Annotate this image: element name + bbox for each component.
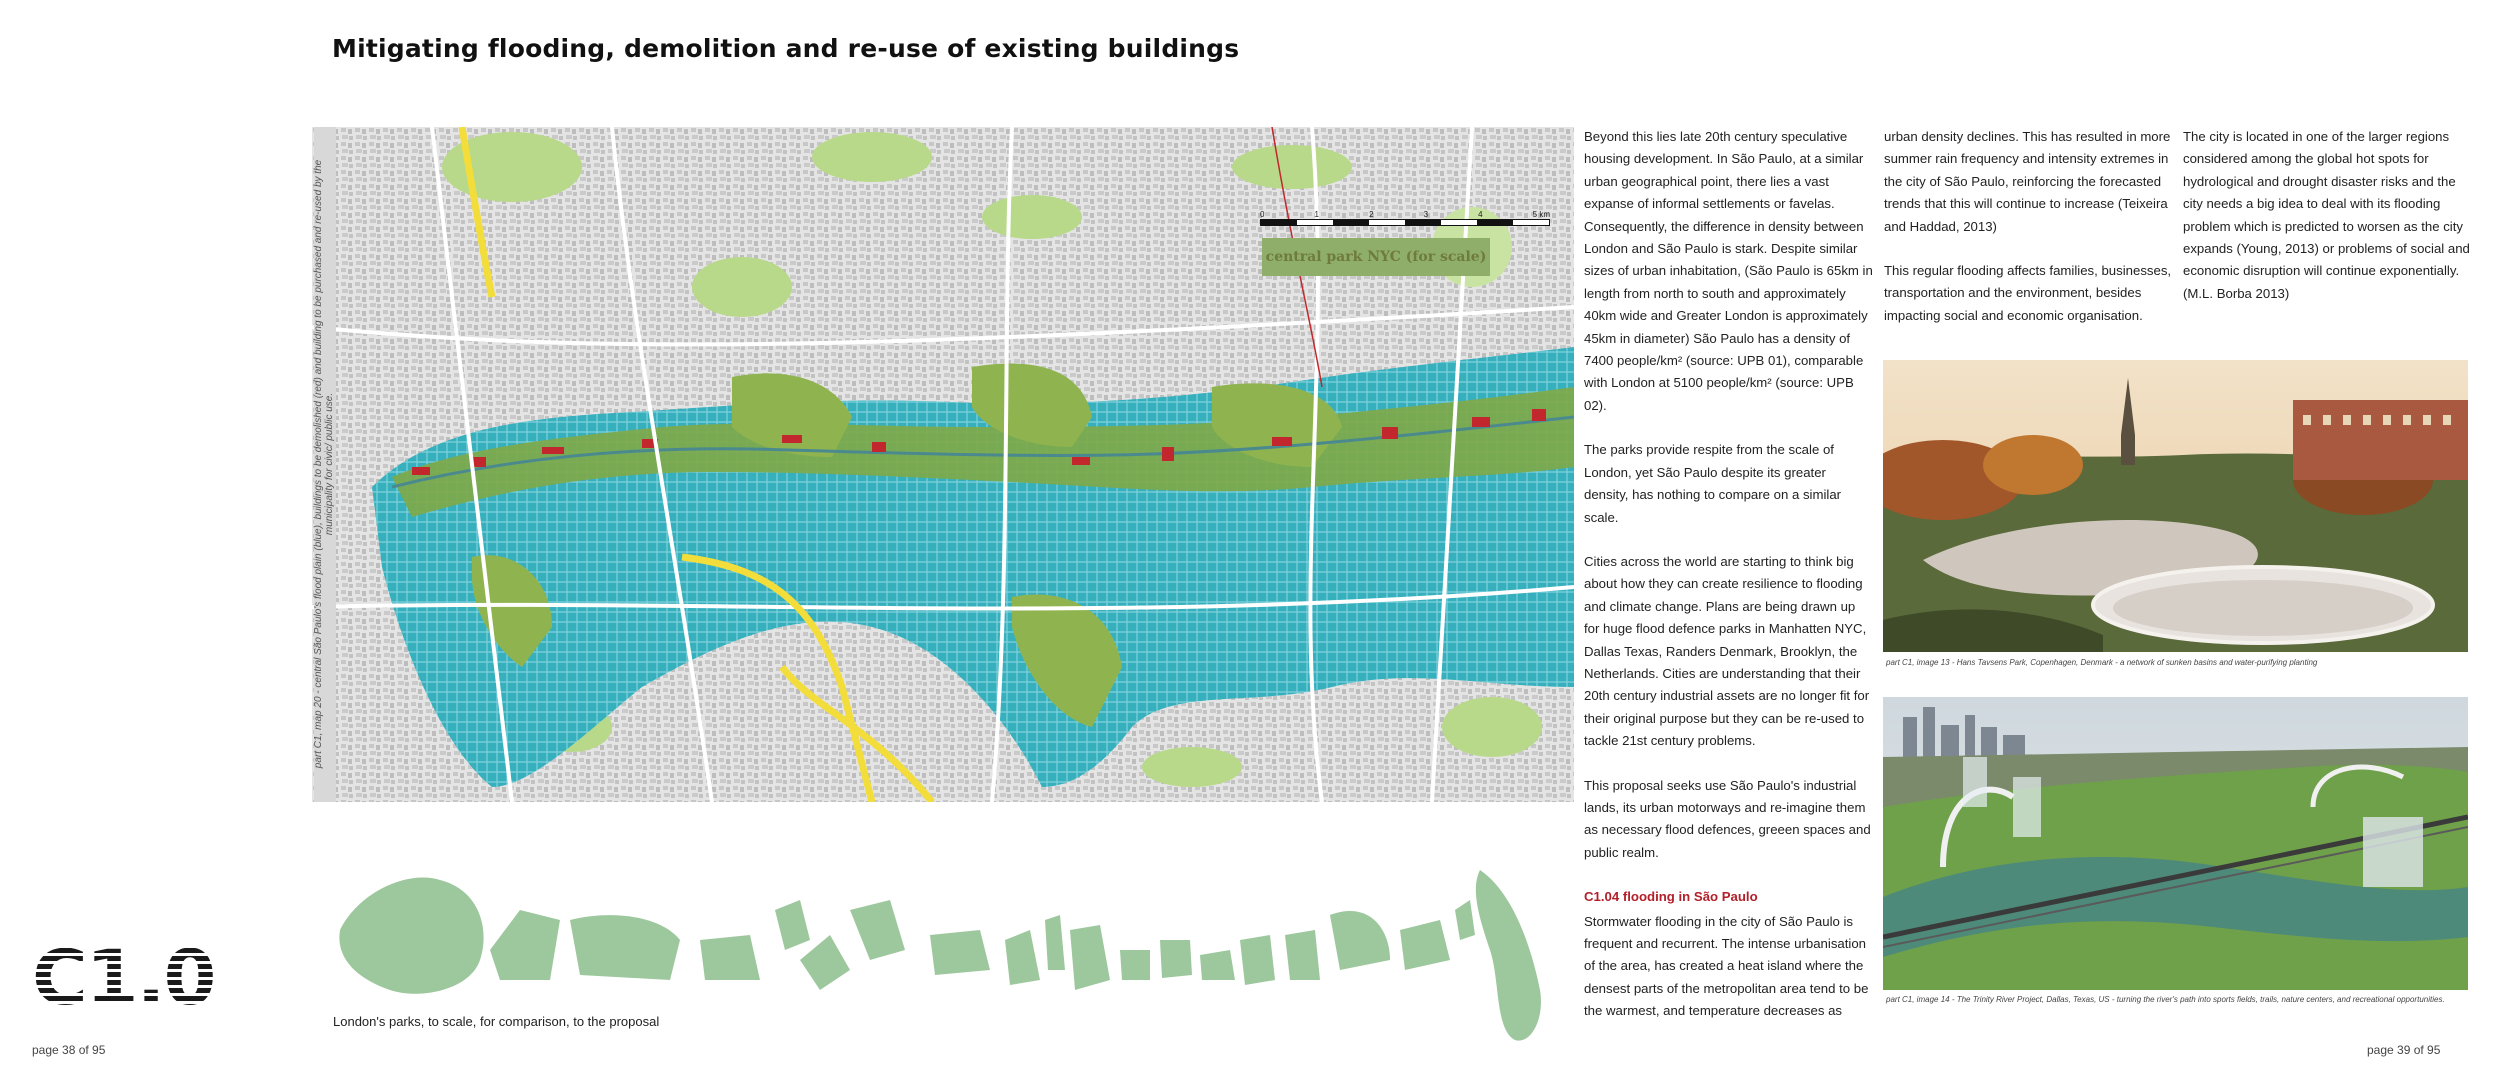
paragraph: Stormwater flooding in the city of São Paulo is frequent and recurrent. The intense urbanisation of the area, has created a heat island where the densest parts of the metropolitan area tend to be the warmest, and temperature decreases as	[1584, 913, 1869, 1019]
image-2-caption: part C1, image 14 - The Trinity River Project, Dallas, Texas, US - turning the river's path into sports fields, trails, nature centers, and recreational opportunities.	[1886, 995, 2445, 1004]
paragraph: The parks provide respite from the scale of London, yet São Paulo despite its greater density, has nothing to compare on a similar scale.	[1584, 442, 1842, 525]
parks-caption: London's parks, to scale, for comparison, to the proposal	[333, 1014, 660, 1029]
section-subheading: C1.04 flooding in São Paulo	[1584, 889, 1758, 905]
paragraph: This proposal seeks use São Paulo's industrial lands, its urban motorways and re-imagine them as necessary flood defences, greeen spaces and public realm.	[1584, 777, 1871, 860]
scale-label: 0	[1260, 210, 1265, 219]
paragraph: Cities across the world are starting to think big about how they can create resilience to flooding and climate change. Plans are being drawn up for huge flood defence parks in Manhatten NYC, Dallas Texas, Randers Denmark, Brooklyn, the Netherlands. Cities are understanding that their 20th century industrial assets are no longer fit for their original purpose but they can be re-used to tackle 21st century problems.	[1584, 553, 1870, 749]
image-1-caption: part C1, image 13 - Hans Tavsens Park, Copenhagen, Denmark - a network of sunken basins and water-purifying planting	[1886, 658, 2318, 667]
page-number-right: page 39 of 95	[2367, 1043, 2441, 1057]
scale-label: 1	[1314, 210, 1319, 219]
scale-label: 3	[1423, 210, 1429, 219]
page-title: Mitigating flooding, demolition and re-use of existing buildings	[332, 34, 1240, 63]
text-column-2	[1884, 126, 2174, 349]
text-column-3	[2183, 126, 2473, 327]
map-vertical-caption: part C1, map 20 - central São Paulo's flood plain (blue), buildings to be demolished (red) and building to be purchased and re-used by the municipality for civic/ public use.	[314, 127, 336, 802]
scale-label: 4	[1478, 210, 1483, 219]
scale-bar-graphic	[1260, 219, 1550, 226]
paragraph: urban density declines. This has resulted in more summer rain frequency and intensity extremes in the city of São Paulo, reinforcing the forecasted trends that this will continue to increase (Teixeira and Haddad, 2013)	[1884, 129, 2171, 234]
scale-label: 5 km	[1532, 210, 1550, 219]
trinity-river-image	[1883, 697, 2468, 990]
copenhagen-park-image	[1883, 360, 2468, 652]
section-logo: C1.0	[32, 933, 215, 1022]
flood-plain-map	[312, 127, 1574, 802]
scale-label: 2	[1369, 210, 1374, 219]
central-park-nyc-overlay: central park NYC (for scale)	[1262, 238, 1490, 276]
paragraph: Beyond this lies late 20th century speculative housing development. In São Paulo, at a similar urban geographical point, there lies a vast expanse of informal settlements or favelas. Consequently, the difference in density between London and São Paulo is stark. Despite similar sizes of urban inhabitation, (São Paulo is 65km in length from north to south and approximately 40km wide and Greater London is approximately 45km in diameter) São Paulo has a density of 7400 people/km² (source: UPB 01), comparable with London at 5100 people/km² (source: UPB 02).	[1584, 129, 1873, 413]
page-number-left: page 38 of 95	[32, 1043, 106, 1057]
paragraph: The city is located in one of the larger regions considered among the global hot spots for hydrological and drought disaster risks and the city needs a big idea to deal with its flooding problem which is predicted to worsen as the city expands (Young, 2013) or problems of social and economic disruption will continue exponentially. (M.L. Borba 2013)	[2183, 129, 2470, 301]
map-scale-bar	[1260, 210, 1550, 226]
paragraph: This regular flooding affects families, businesses, transportation and the environment, besides impacting social and economic organisation.	[1884, 263, 2172, 323]
text-column-1	[1584, 126, 1874, 1045]
